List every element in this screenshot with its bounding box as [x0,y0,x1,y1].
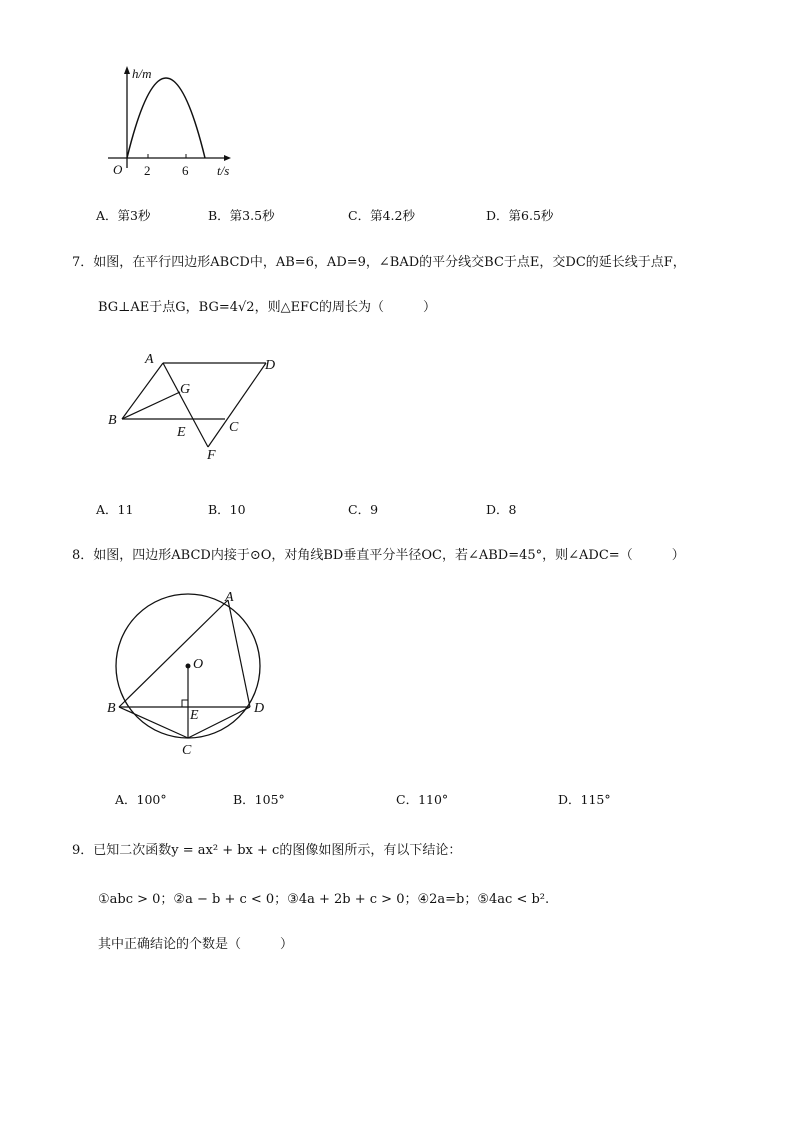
q6-tick-label-2: 2 [144,163,151,178]
q8-label-o: O [193,657,204,672]
q6-x-axis-arrow [224,155,231,161]
q8-stem-line-1: 8．如图，四边形ABCD内接于⊙O，对角线BD垂直平分半径OC，若∠ABD=45°，则∠ADC=（ ） [72,548,685,563]
q6-option-b[interactable]: B．第3.5秒 [208,208,275,223]
q8-label-a: A [225,590,234,605]
q6-y-axis-arrow [124,66,130,74]
q8-option-a[interactable]: A．100° [115,792,167,807]
q8-option-d[interactable]: D．115° [558,792,611,807]
q8-label-d: D [254,701,265,716]
q7-label-f: F [207,448,216,463]
q6-option-c[interactable]: C．第4.2秒 [348,208,415,223]
q8-right-angle-mark [182,700,188,707]
q9-stem-line-1: 9．已知二次函数y = ax² + bx + c的图像如图所示，有以下结论： [72,843,462,858]
q7-label-c: C [229,420,239,435]
q6-origin-label: O [113,162,123,177]
q8-label-b: B [107,701,116,716]
q8-chord-bc [119,707,188,738]
q7-side-ab [122,363,163,419]
q6-y-axis-label: h/m [132,66,152,81]
q9-conclusions: ①abc > 0；②a − b + c < 0；③4a + 2b + c > 0；④2a=b；⑤4ac < b². [98,892,550,907]
q7-option-a[interactable]: A．11 [96,502,134,517]
q6-parabola-curve [127,78,205,158]
q6-height-time-graph [100,60,250,185]
q7-line-bg [122,392,180,419]
q7-option-b[interactable]: B．10 [208,502,246,517]
q7-option-c[interactable]: C．9 [348,502,379,517]
q7-label-a: A [145,352,154,367]
q9-question: 其中正确结论的个数是（ ） [98,937,294,952]
q8-label-e: E [190,708,199,723]
q7-parallelogram-figure [100,345,290,465]
q6-option-a[interactable]: A．第3秒 [96,208,151,223]
q7-label-g: G [180,382,191,397]
q7-label-e: E [177,425,186,440]
q7-stem-line-1: 7．如图，在平行四边形ABCD中，AB=6，AD=9，∠BAD的平分线交BC于点E，交DC的延长线于点F， [72,255,686,270]
q6-tick-label-6: 6 [182,163,189,178]
q8-option-c[interactable]: C．110° [396,792,449,807]
q7-option-d[interactable]: D．8 [486,502,517,517]
q6-x-axis-label: t/s [217,163,230,178]
q8-circle-figure [105,585,280,760]
q8-center-dot [186,664,191,669]
q8-label-c: C [182,743,192,758]
q7-label-d: D [265,358,276,373]
q6-option-d[interactable]: D．第6.5秒 [486,208,554,223]
q7-stem-line-2: BG⊥AE于点G，BG=4√2，则△EFC的周长为（ ） [98,300,437,315]
q7-label-b: B [108,413,117,428]
q8-option-b[interactable]: B．105° [233,792,285,807]
